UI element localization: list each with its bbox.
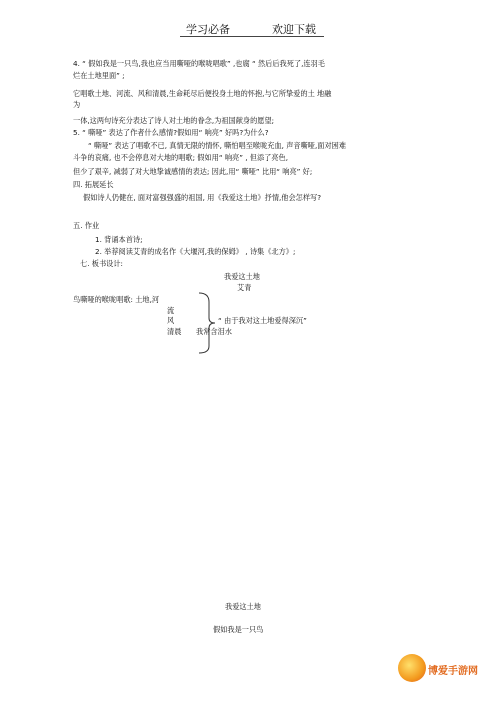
board-left-label: 鸟嘶哑的喉咙唱歌: 土地,河 <box>73 295 160 304</box>
board-item-river: 流 <box>167 306 175 315</box>
footer-subtitle: 假如我是一只鸟 <box>213 625 264 634</box>
header-divider <box>180 36 324 37</box>
line-4-answer-wrap: 为 <box>73 100 81 109</box>
line-5-question: 5. “ 嘶哑” 表达了作者什么感情?假如用“ 响亮” 好吗?为什么? <box>73 128 269 137</box>
line-5-answer-3: 但少了艰辛, 减弱了对大地挚诚感情的表达; 因此,用“ 嘶哑” 比用“ 响亮” 好; <box>73 167 313 176</box>
watermark-logo-icon <box>398 654 426 682</box>
board-author: 艾青 <box>237 283 252 292</box>
line-4-answer: 它唱歌土地、河流、风和清晨,生命耗尽后便投身土地的怀抱,与它所挚爱的土 地融 <box>73 89 332 98</box>
homework-item-1: 1. 背诵本首诗; <box>95 235 143 244</box>
board-item-morning: 清晨 <box>167 327 182 336</box>
line-5-answer: “ 嘶哑” 表达了唱歌不已, 真情无限的情怀, 嘶怕唱至喉咙充血, 声音嘶哑,面对困难 <box>88 141 347 150</box>
watermark-logo <box>398 652 492 688</box>
line-5-answer-2: 斗争的哀痛, 也不会停息对大地的唱歌; 假如用“ 响亮” , 但添了亮色, <box>73 153 289 162</box>
header-right-text: 欢迎下载 <box>272 23 316 36</box>
homework-item-2: 2. 举荐阅读艾青的成名作《大堰河,我的保姆》 , 诗集《北方》; <box>95 247 296 256</box>
line-4-answer-end: 一体,这两句诗充分表达了诗人对土地的眷念,为祖国献身的愿望; <box>73 116 275 125</box>
watermark-logo-text: 博爱手游网 <box>428 666 478 677</box>
section-4-text: 假如诗人仍健在, 面对富强强盛的祖国, 用《我爱这土地》抒情,他会怎样写? <box>83 193 322 202</box>
board-brace <box>185 290 225 356</box>
section-7-heading: 七. 板书设计: <box>80 259 123 268</box>
footer-title: 我爱这土地 <box>225 602 261 611</box>
section-4-heading: 四. 拓展延长 <box>73 180 114 189</box>
board-title: 我爱这土地 <box>224 272 260 281</box>
line-4-question: 4. “ 假如我是一只鸟,我也应当用嘶哑的喉咙唱歌” ,也腐 “ 然后后我死了,连羽毛 <box>73 59 325 68</box>
board-item-wind: 风 <box>167 316 175 325</box>
section-5-heading: 五. 作业 <box>73 221 100 230</box>
header-left-text: 学习必备 <box>186 23 230 36</box>
board-tears: 我常含泪水 <box>196 327 232 336</box>
board-quote: “ 由于我对这土地爱得深沉” <box>218 316 307 325</box>
line-4-quote-end: 烂在土地里面” ; <box>73 71 125 80</box>
